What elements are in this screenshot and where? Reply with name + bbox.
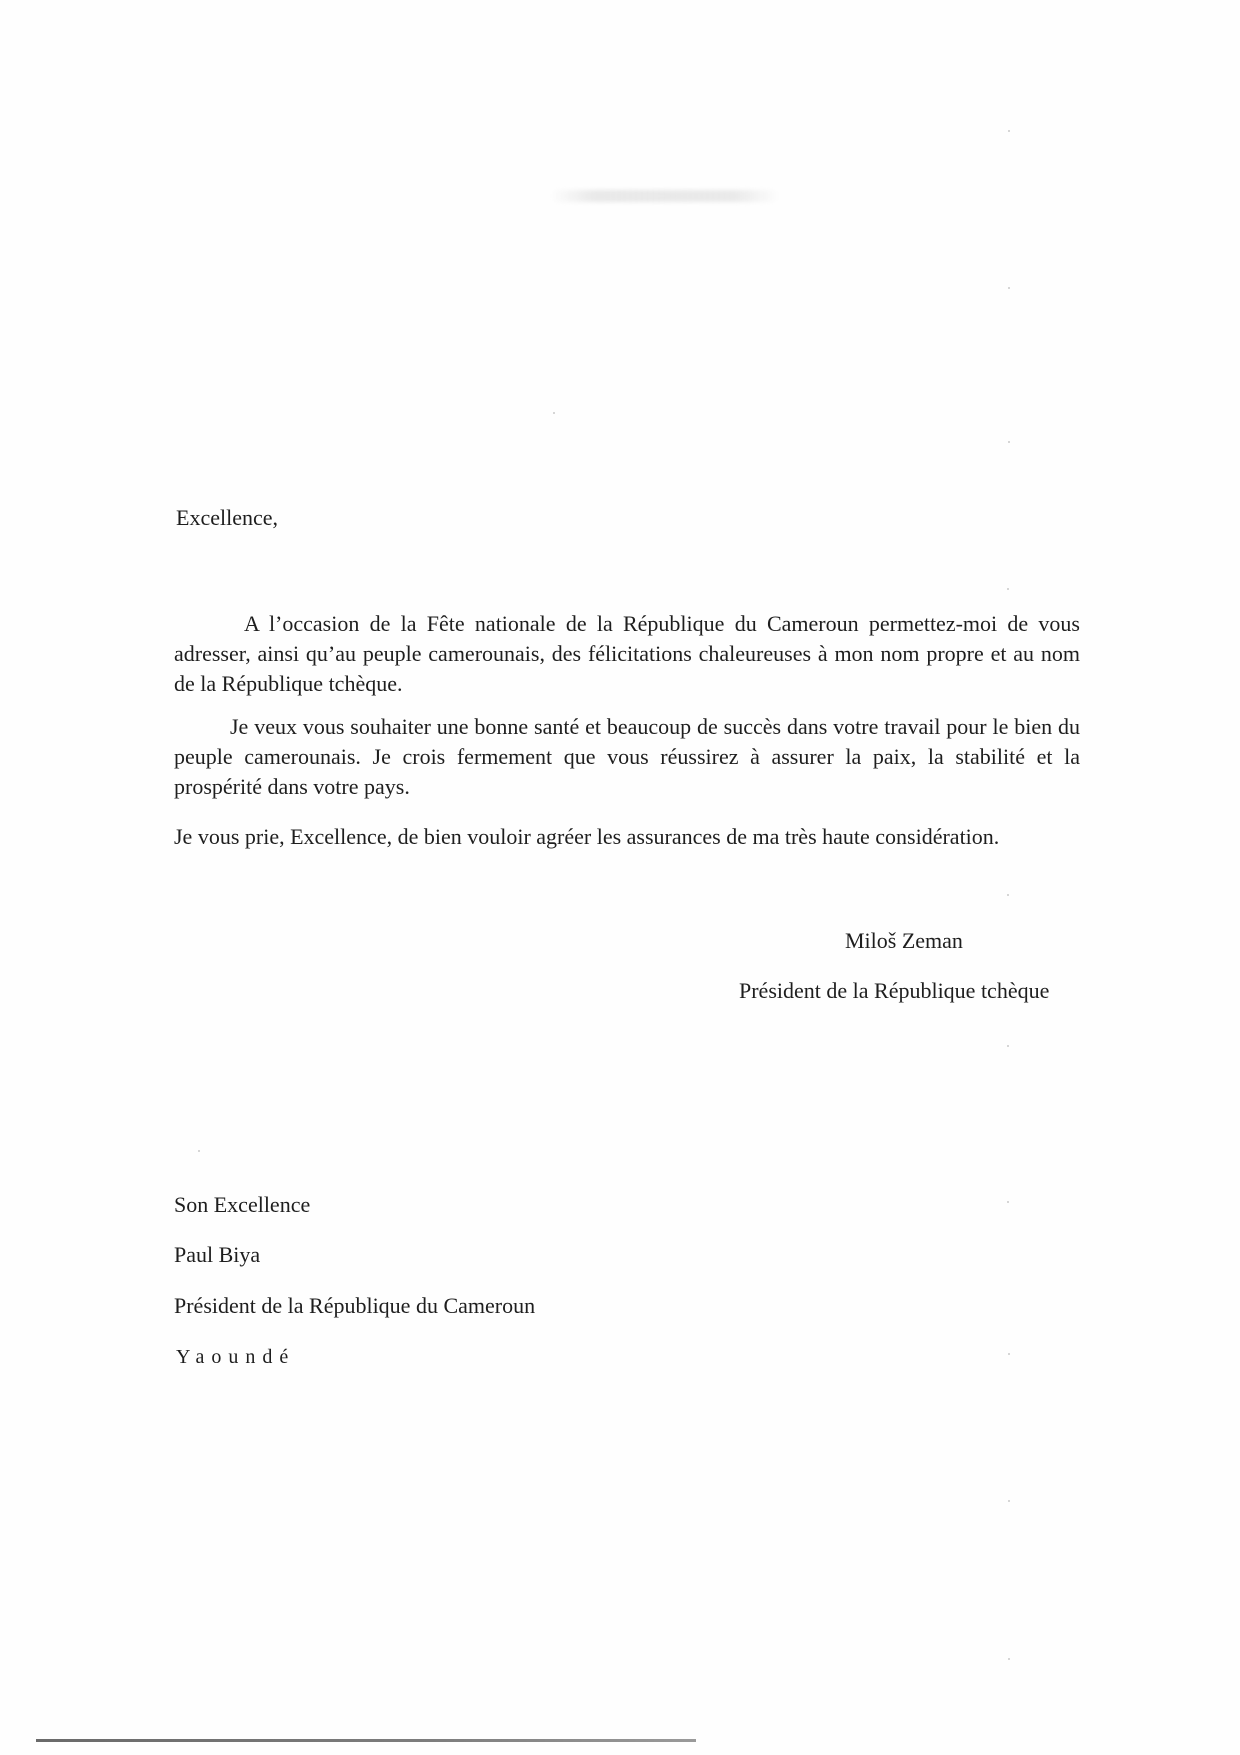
scan-speck	[1007, 1045, 1009, 1047]
faded-letterhead-mark	[550, 190, 780, 202]
scan-speck	[1008, 1500, 1010, 1502]
scan-speck	[1007, 1201, 1009, 1203]
letter-paragraph-2: Je veux vous souhaiter une bonne santé et beaucoup de succès dans votre travail pour le bien du peuple camerounais. Je crois fermement que vous réussirez à assurer la paix, la stabilité et la prospérité dans votre pays.	[174, 714, 1080, 799]
scan-speck	[1008, 441, 1010, 443]
scan-speck	[1007, 894, 1009, 896]
scan-speck	[1008, 1658, 1010, 1660]
signatory-name: Miloš Zeman	[845, 928, 963, 953]
signatory-title: Président de la République tchèque	[739, 978, 1050, 1003]
scan-speck	[1008, 130, 1010, 132]
scan-speck	[1007, 588, 1009, 590]
scan-speck	[198, 1150, 200, 1152]
addressee-honorific: Son Excellence	[174, 1192, 311, 1217]
scan-speck	[553, 412, 555, 414]
scan-edge-line	[36, 1739, 696, 1742]
addressee-city: Yaoundé	[176, 1346, 296, 1368]
addressee-name: Paul Biya	[174, 1242, 261, 1267]
scan-speck	[1008, 1353, 1010, 1355]
scan-speck	[1008, 287, 1010, 289]
letter-paragraph-1: A l’occasion de la Fête nationale de la République du Cameroun permettez-moi de vous adresser, ainsi qu’au peuple camerounais, des félicitations chaleureuses à mon nom propre et au nom de la République tchèque.	[174, 611, 1080, 696]
letter-paragraph-3: Je vous prie, Excellence, de bien vouloir agréer les assurances de ma très haute considération.	[174, 824, 1000, 849]
addressee-title: Président de la République du Cameroun	[174, 1293, 536, 1318]
letter-salutation: Excellence,	[176, 505, 278, 530]
